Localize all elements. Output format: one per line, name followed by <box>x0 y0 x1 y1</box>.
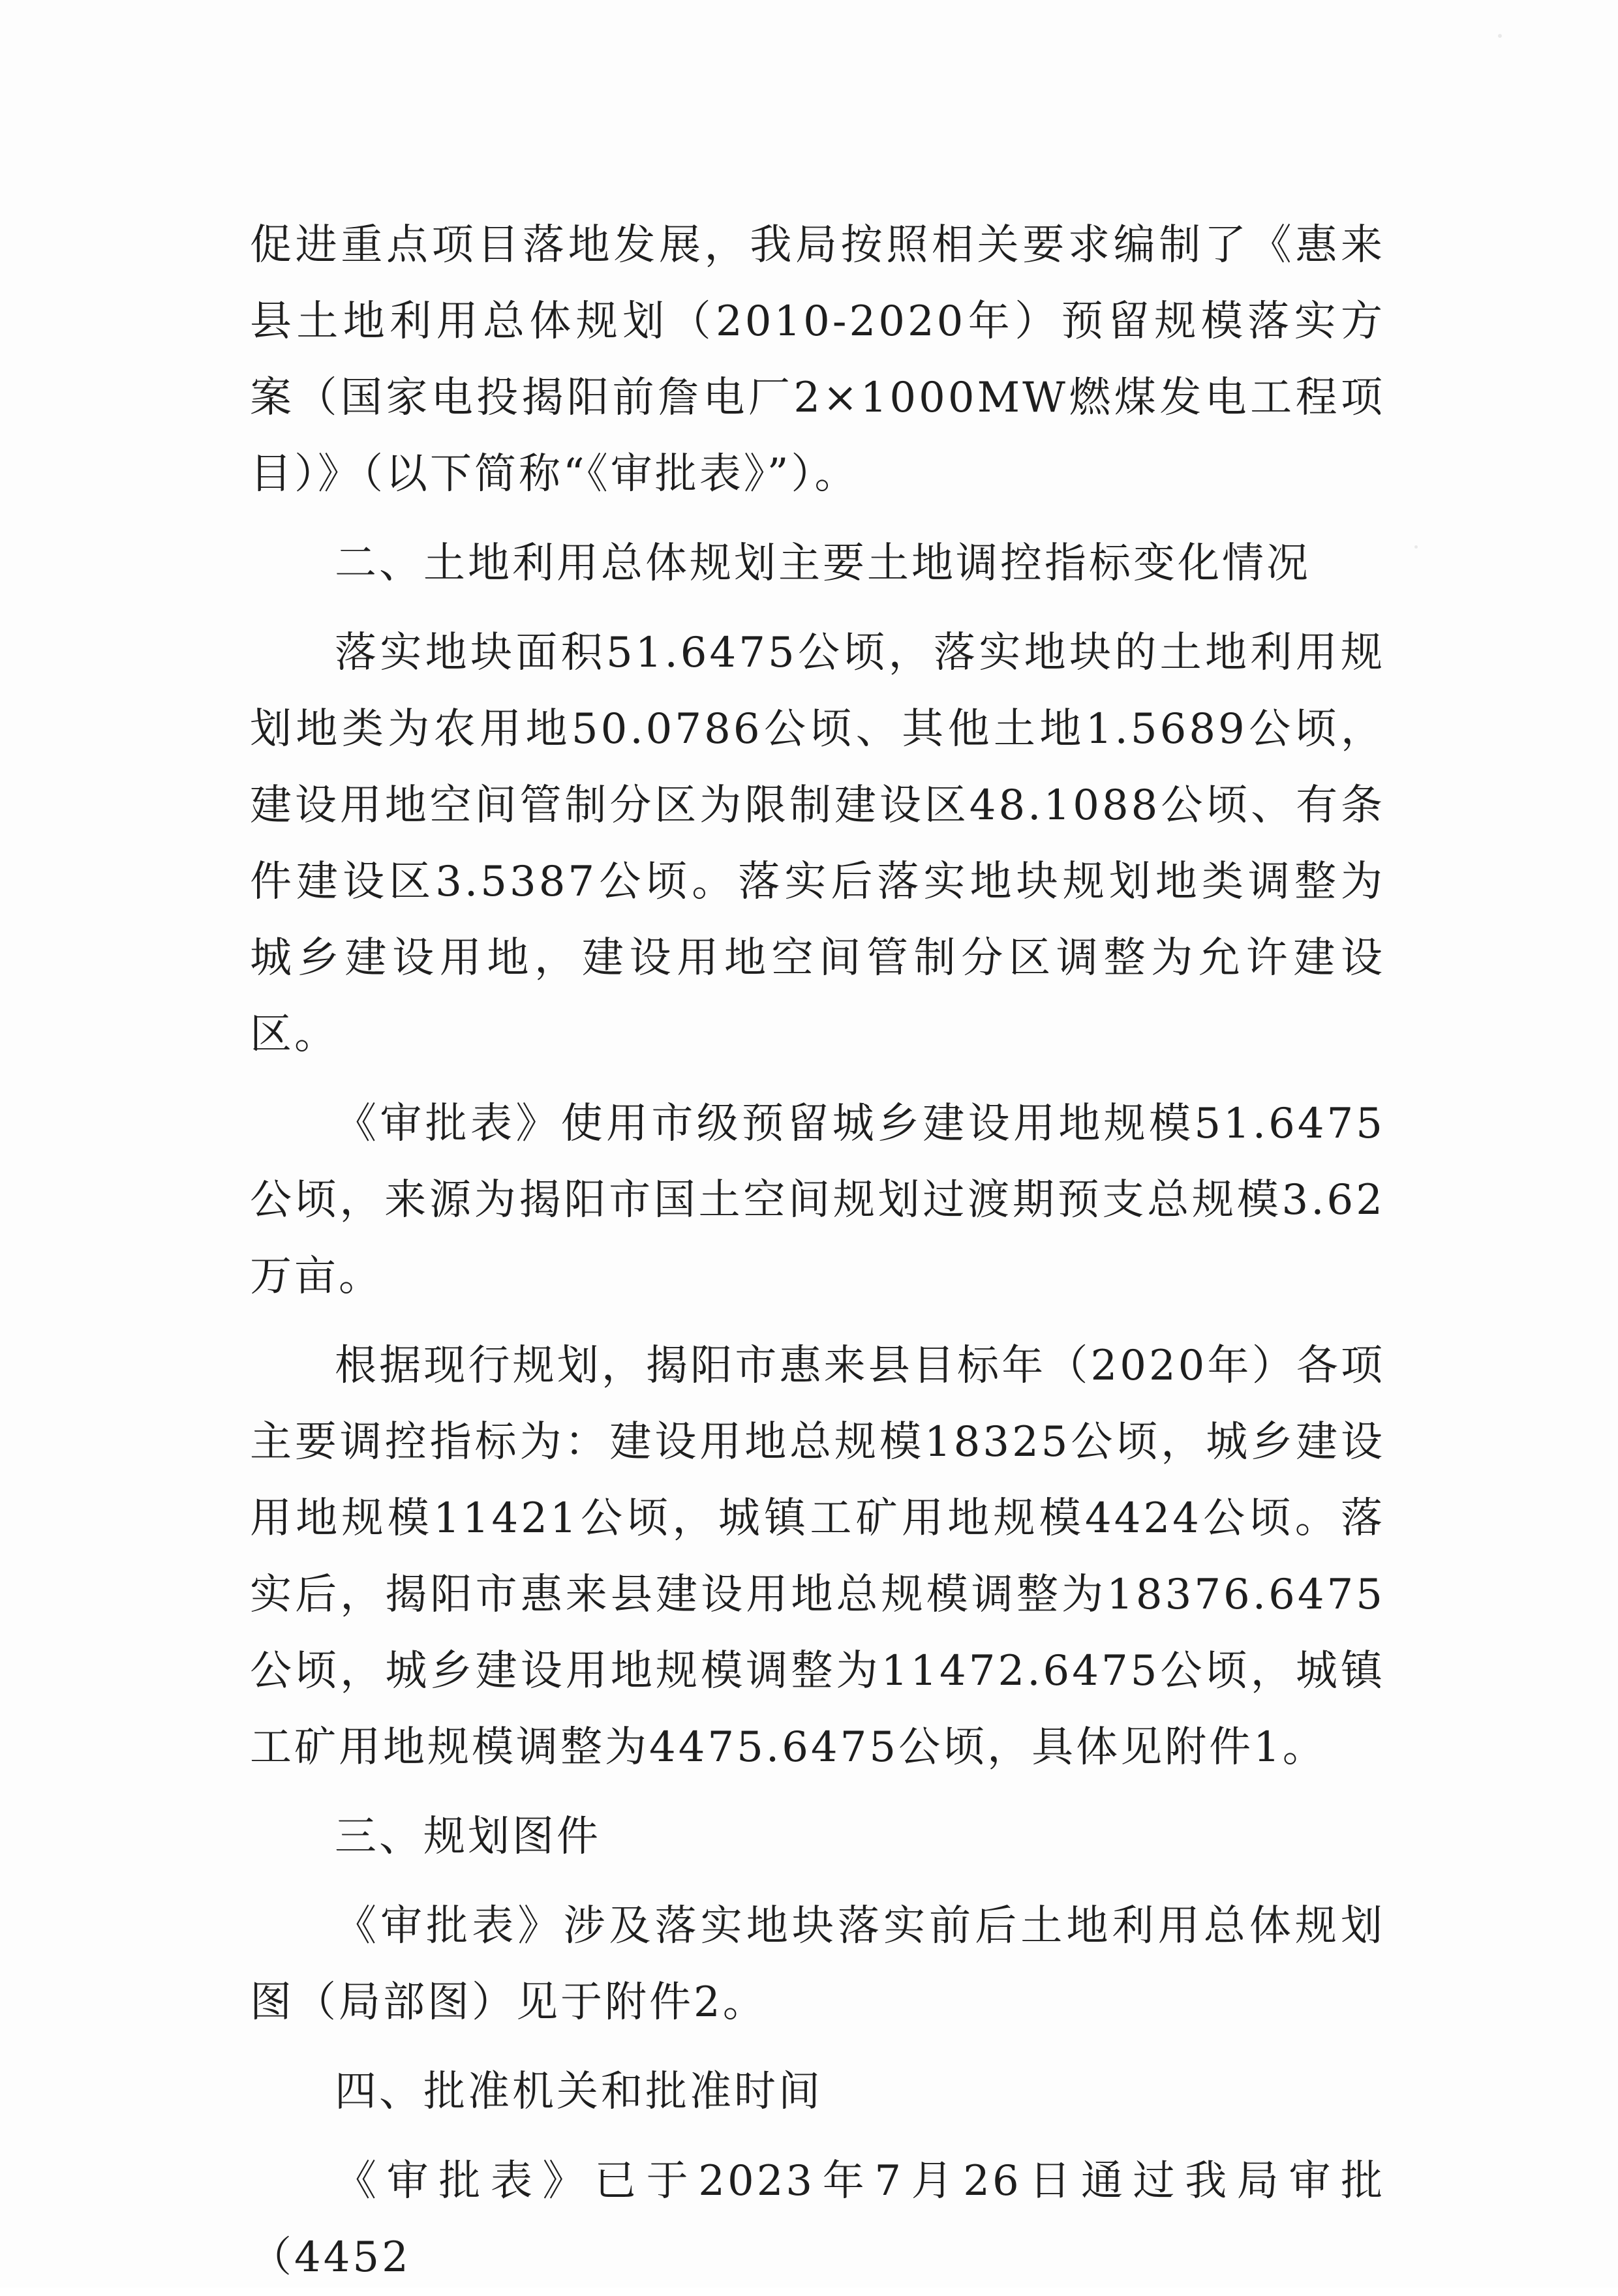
section-heading-2: 二、土地利用总体规划主要土地调控指标变化情况 <box>335 539 1311 588</box>
paragraph-control-indicators: 根据现行规划，揭阳市惠来县目标年（2020年）各项主要调控指标为：建设用地总规模18325公顷，城乡建设用地规模11421公顷，城镇工矿用地规模4424公顷。落实后，揭阳市惠来县建设用地总规模调整为18376.6475公顷，城乡建设用地规模调整为11472.6475公顷，城镇工矿用地规模调整为4475.6475公顷，具体见附件1。 <box>250 1342 1385 1772</box>
document-body <box>250 207 1385 2296</box>
paragraph-approval: 《审批表》已于2023年7月26日通过我局审批（4452 <box>250 2157 1385 2282</box>
scan-speck <box>1414 545 1418 549</box>
scan-speck <box>1498 34 1502 38</box>
paragraph-scale-source: 《审批表》使用市级预留城乡建设用地规模51.6475公顷，来源为揭阳市国土空间规划过渡期预支总规模3.62万亩。 <box>250 1100 1385 1301</box>
paragraph-plan-drawings: 《审批表》涉及落实地块落实前后土地利用总体规划图（局部图）见于附件2。 <box>250 1902 1385 2027</box>
section-heading-3: 三、规划图件 <box>335 1813 601 1861</box>
paragraph-intro-continued: 促进重点项目落地发展，我局按照相关要求编制了《惠来县土地利用总体规划（2010-2020年）预留规模落实方案（国家电投揭阳前詹电厂2×1000MW燃煤发电工程项目）》（以下简称“《审批表》”）。 <box>250 221 1385 498</box>
section-heading-4: 四、批准机关和批准时间 <box>335 2068 823 2116</box>
paragraph-land-area: 落实地块面积51.6475公顷，落实地块的土地利用规划地类为农用地50.0786公顷、其他土地1.5689公顷，建设用地空间管制分区为限制建设区48.1088公顷、有条件建设区3.5387公顷。落实后落实地块规划地类调整为城乡建设用地，建设用地空间管制分区调整为允许建设区。 <box>250 629 1385 1059</box>
